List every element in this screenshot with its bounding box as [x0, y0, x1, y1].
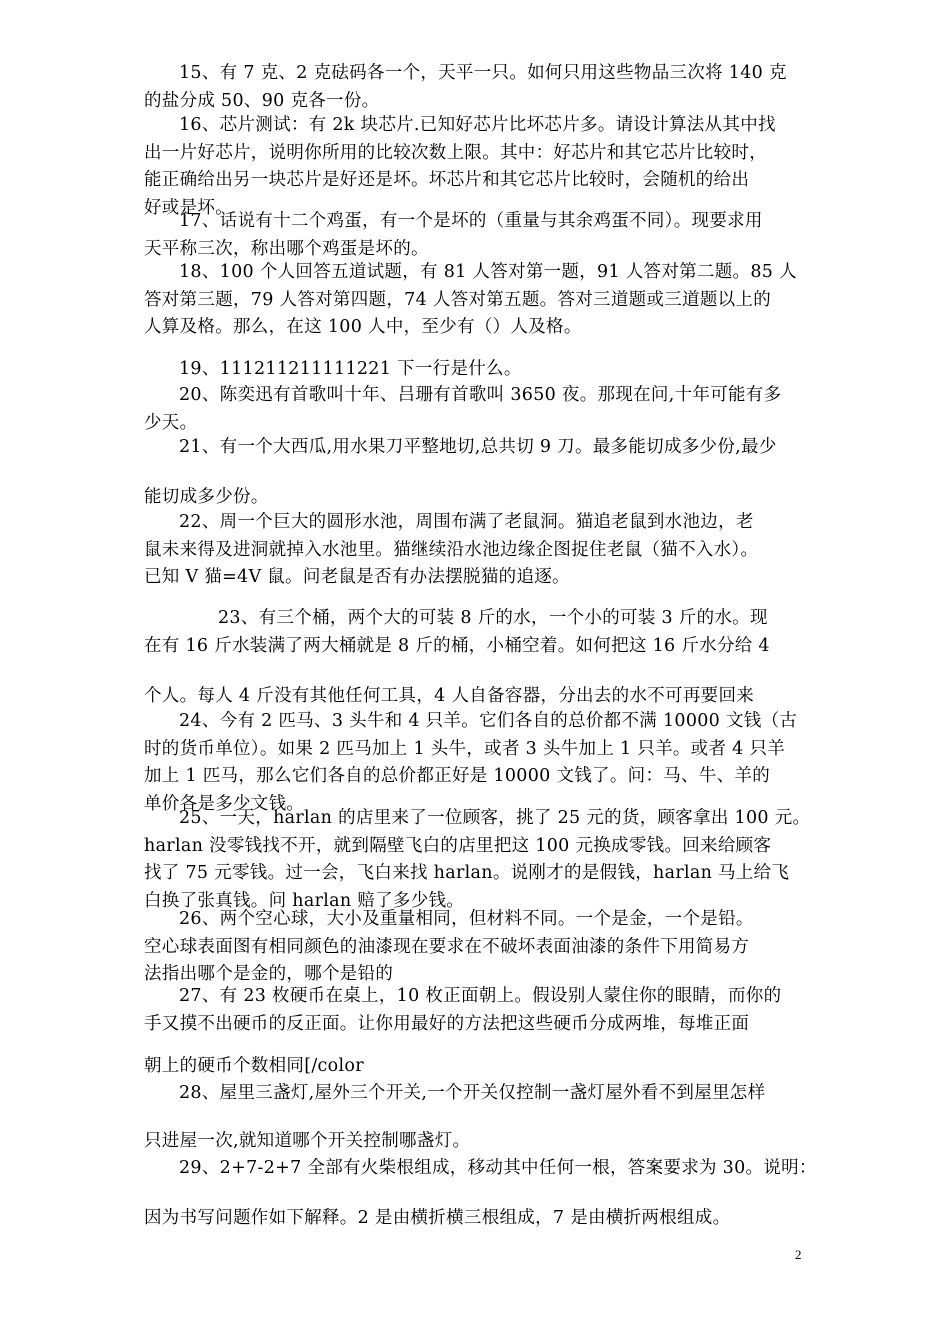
paragraph-28-continued: [144, 1128, 805, 1156]
text-line: 个人。每人 4 斤没有其他任何工具，4 人自备容器，分出去的水不可再要回来: [144, 686, 755, 706]
text-line: 能正确给出另一块芯片是好还是坏。坏芯片和其它芯片比较时，会随机的给出: [144, 170, 750, 190]
text-line: 天平称三次，称出哪个鸡蛋是坏的。: [144, 238, 429, 259]
text-line: 18、100 个人回答五道试题，有 81 人答对第一题，91 人答对第二题。85 人: [179, 262, 797, 282]
text-line: 29、2+7-2+7 全部有火柴根组成，移动其中任何一根，答案要求为 30。说明：: [179, 1158, 817, 1178]
text-line: 27、有 23 枚硬币在桌上，10 枚正面朝上。假设别人蒙住你的眼睛，而你的: [179, 986, 782, 1006]
text-line: 单价各是多少文钱。: [144, 793, 305, 814]
text-line: 28、屋里三盏灯,屋外三个开关,一个开关仅控制一盏灯屋外看不到屋里怎样: [179, 1083, 766, 1103]
text-line: 21、有一个大西瓜,用水果刀平整地切,总共切 9 刀。最多能切成多少份,最少: [179, 437, 777, 457]
paragraph-23: [144, 605, 805, 660]
text-line: 25、一天，harlan 的店里来了一位顾客，挑了 25 元的货，顾客拿出 100 元。: [179, 808, 811, 828]
paragraph-28: [144, 1080, 840, 1108]
text-line: 的盐分成 50、90 克各一份。: [144, 90, 380, 111]
text-line: 手又摸不出硬币的反正面。让你用最好的方法把这些硬币分成两堆，每堆正面: [144, 1013, 750, 1034]
paragraph-23-continued: [144, 683, 805, 711]
paragraph-19: [144, 356, 840, 384]
paragraph-16: [144, 112, 840, 222]
text-line: 只进屋一次,就知道哪个开关控制哪盏灯。: [144, 1131, 471, 1151]
text-line: 时的货币单位）。如果 2 匹马加上 1 头牛，或者 3 头牛加上 1 只羊。或者 4 只羊: [144, 738, 786, 759]
text-line: 好或是坏。: [144, 197, 233, 218]
text-line: 23、有三个桶，两个大的可装 8 斤的水，一个小的可装 3 斤的水。现: [218, 608, 768, 628]
text-line: 少天。: [144, 412, 198, 433]
text-line: 鼠未来得及进洞就掉入水池里。猫继续沿水池边缘企图捉住老鼠（猫不入水）。: [144, 539, 759, 560]
paragraph-21-continued: [144, 484, 805, 512]
text-line: 已知 V 猫=4V 鼠。问老鼠是否有办法摆脱猫的追逐。: [144, 567, 570, 587]
paragraph-29: [144, 1155, 840, 1183]
text-line: 白换了张真钱。问 harlan 赔了多少钱。: [144, 890, 465, 911]
paragraph-27-continued: [144, 1053, 805, 1081]
text-line: harlan 没零钱找不开，就到隔壁飞白的店里把这 100 元换成零钱。回来给顾客: [144, 835, 772, 856]
paragraph-26: [144, 906, 840, 989]
text-line: 加上 1 匹马，那么它们各自的总价都正好是 10000 文钱了。问：马、牛、羊的: [144, 766, 771, 786]
paragraph-17: [144, 208, 840, 263]
text-line: 22、周一个巨大的圆形水池，周围布满了老鼠洞。猫追老鼠到水池边，老: [179, 512, 754, 532]
text-line: 26、两个空心球，大小及重量相同，但材料不同。一个是金，一个是铅。: [179, 909, 754, 929]
text-line: 朝上的硬币个数相同[/color: [144, 1056, 364, 1076]
text-line: 16、芯片测试：有 2k 块芯片.已知好芯片比坏芯片多。请设计算法从其中找: [179, 115, 776, 135]
text-line: 在有 16 斤水装满了两大桶就是 8 斤的桶，小桶空着。如何把这 16 斤水分给 4: [144, 635, 770, 656]
text-line: 能切成多少份。: [144, 487, 269, 507]
page-number: 2: [795, 1247, 802, 1262]
text-line: 空心球表面图有相同颜色的油漆现在要求在不破坏表面油漆的条件下用简易方: [144, 936, 750, 957]
text-line: 15、有 7 克、2 克砝码各一个，天平一只。如何只用这些物品三次将 140 克: [179, 63, 787, 83]
text-line: 19、111211211111221 下一行是什么。: [179, 359, 522, 379]
paragraph-24: [144, 708, 840, 818]
text-line: 17、话说有十二个鸡蛋，有一个是坏的（重量与其余鸡蛋不同）。现要求用: [179, 211, 763, 231]
text-line: 24、今有 2 匹马、3 头牛和 4 只羊。它们各自的总价都不满 10000 文钱（古: [179, 711, 798, 731]
text-line: 出一片好芯片，说明你所用的比较次数上限。其中：好芯片和其它芯片比较时，: [144, 142, 767, 163]
paragraph-22: [144, 509, 840, 592]
text-line: 人算及格。那么，在这 100 人中，至少有（）人及格。: [144, 317, 582, 337]
paragraph-29-continued: [144, 1205, 805, 1233]
paragraph-21: [144, 434, 840, 462]
text-line: 答对第三题，79 人答对第四题，74 人答对第五题。答对三道题或三道题以上的: [144, 289, 772, 310]
paragraph-15: [144, 60, 840, 115]
text-line: 法指出哪个是金的，哪个是铅的: [144, 964, 394, 984]
paragraph-27: [144, 983, 840, 1038]
text-line: 20、陈奕迅有首歌叫十年、吕珊有首歌叫 3650 夜。那现在问,十年可能有多: [179, 385, 782, 405]
text-line: 因为书写问题作如下解释。2 是由横折横三根组成，7 是由横折两根组成。: [144, 1208, 731, 1228]
paragraph-20: [144, 382, 840, 437]
text-line: 找了 75 元零钱。过一会，飞白来找 harlan。说刚才的是假钱，harlan 马上给飞: [144, 863, 790, 883]
paragraph-18: [144, 259, 840, 342]
paragraph-25: [144, 805, 840, 915]
